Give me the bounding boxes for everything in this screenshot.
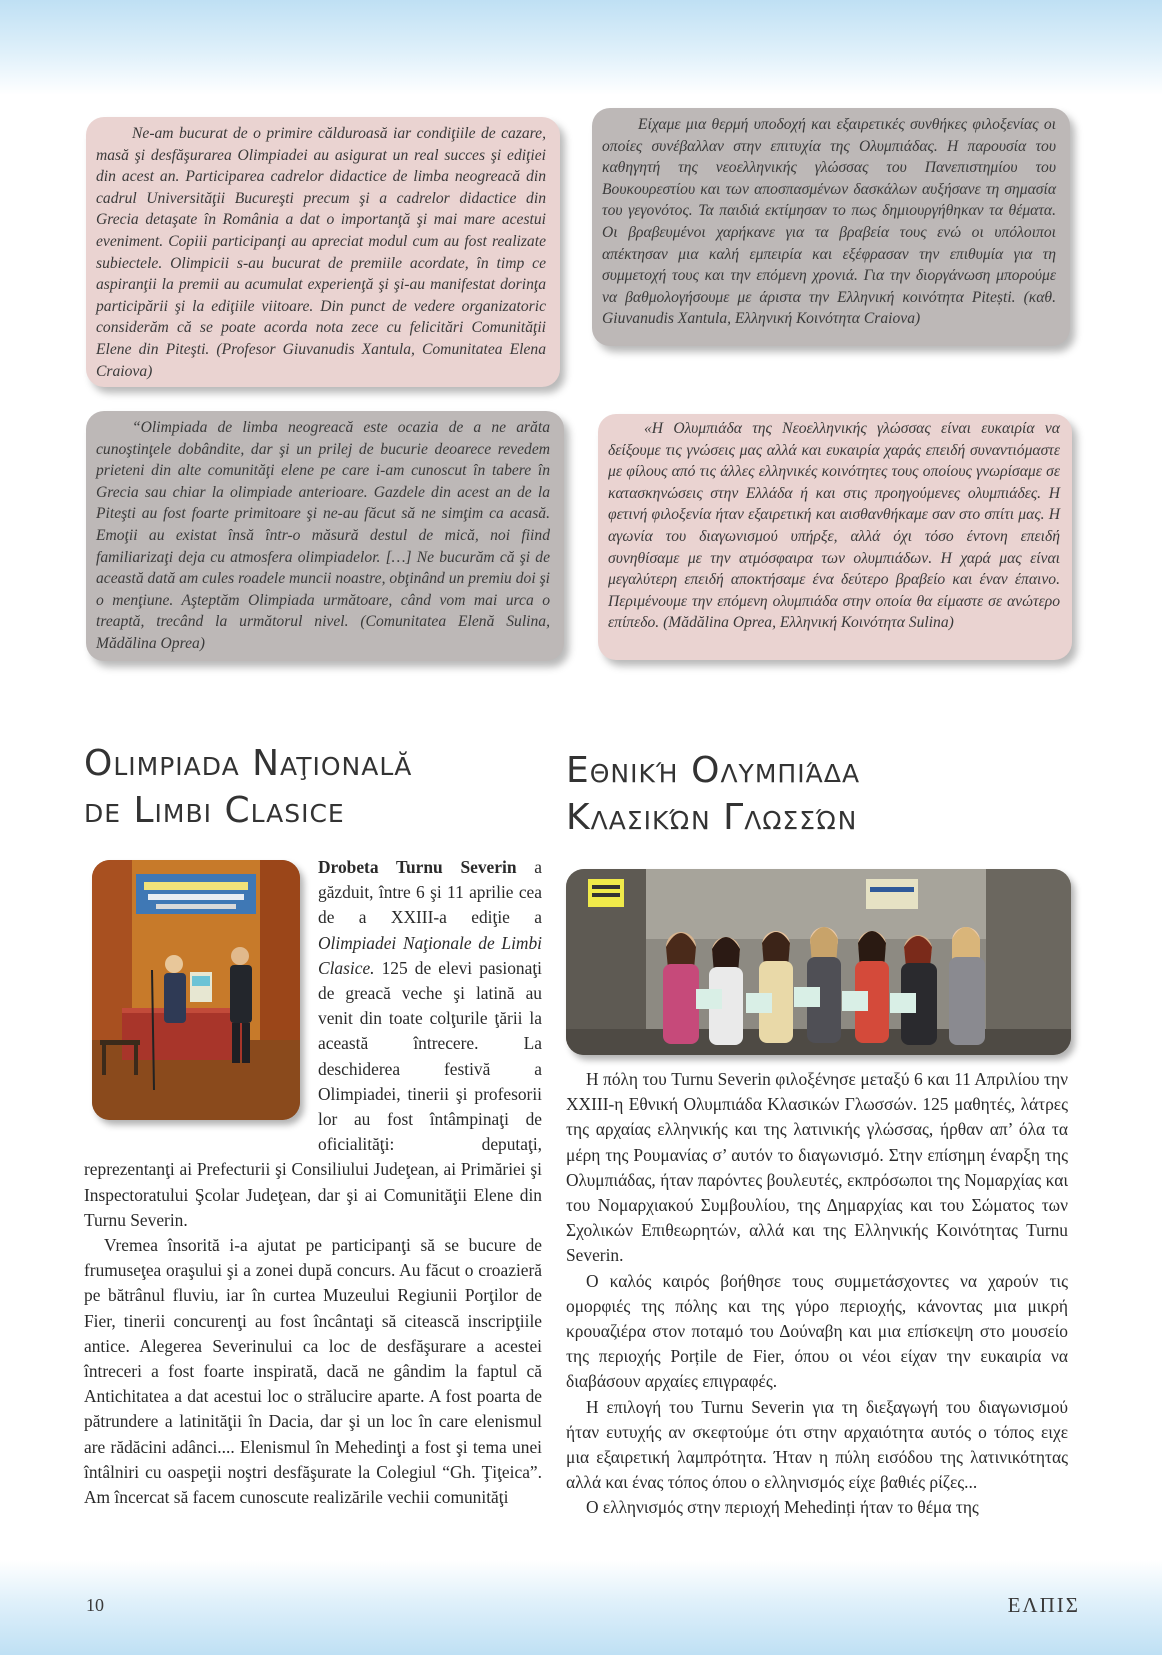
bottom-gradient-band — [0, 1560, 1162, 1655]
testimonial-box-romanian-2 — [86, 411, 564, 661]
article-body-greek — [566, 1067, 1068, 1521]
heading-line: Εθνική Ολυμπιάδα — [566, 750, 861, 791]
testimonial-box-greek-1 — [592, 108, 1070, 346]
top-gradient-band — [0, 0, 1162, 95]
photo-float-space — [84, 855, 318, 1147]
article-heading-romanian — [84, 740, 544, 834]
lead-place-name: Drobeta Turnu Severin — [318, 857, 517, 877]
heading-line: Olimpiada Naţională — [84, 743, 413, 784]
article-heading-greek — [566, 747, 1066, 841]
olympiad-name: Olimpiadei Naţionale de Limbi Clasice. — [318, 932, 542, 978]
testimonial-text: Ne-am bucurat de o primire călduroasă iar condiţiile de cazare, masă şi desfăşurarea Olimpiadei au asigurat un real succes şi ediţiei din acest an. Participarea cadrelor didactice de limba neogreacă din cadrul Universităţii Bucureşti precum şi a cadrelor didactice din Grecia detaşate în România a dat o importanţă şi mai mare acestui eveniment. Copiii participanţi au apreciat modul cum au fost realizate subiectele. Olimpicii s-au bucurat de premiile acordate, în timp ce aspiranţii la premii au acumulat experienţă şi şi-au manifestat dorinţa participării şi la ediţiile viitoare. Din punct de vedere organizatoric considerăm că se poate acorda nota zece cu felicitări Comunităţii Elene din Piteşti. (Profesor Giuvanudis Xantula, Comunitatea Elena Craiova) — [96, 125, 546, 380]
article-paragraph: Η επιλογή του Turnu Severin για τη διεξαγωγή του διαγωνισμού ήταν ευτυχής αν σκεφτούμε ότι στην αρχαιότητα αυτός ο τόπος ειχε μια εξαιρετική λαμπρότητα. Ήταν η πύλη εισόδου της λατινικότητας αλλά και ένας τόπος όπου ο ελληνισμός είχε βαθιές ρίζες... — [566, 1396, 1068, 1493]
article-paragraph: Η πόλη του Turnu Severin φιλοξένησε μεταξύ 6 και 11 Απριλίου την XXIII-η Εθνική Ολυμπιάδα Κλασικών Γλωσσών. 125 μαθητές, λάτρες της αρχαίας ελληνικής και της λατινικής γλώσσας, ήρθαν απ’ όλα τα μέρη της Ρουμανίας σ’ αυτόν το διαγωνισμό. Στην επίσημη έναρξη της Ολυμπιάδας, ήταν παρόντες βουλευτές, εκπρόσωποι της Νομαρχίας και του Νομαρχιακού Συμβουλίου, της Δημαρχίας και του Σώματος των Σχολικών Επιθεωρητών, αλλά και της Ελληνικής Κοινότητας Turnu Severin. — [566, 1069, 1068, 1266]
heading-line: de Limbi Clasice — [84, 790, 345, 831]
article-paragraph: Ο ελληνισμός στην περιοχή Mehedinți ήταν το θέμα της — [586, 1497, 979, 1518]
page-number: 10 — [86, 1595, 104, 1615]
heading-line: Κλασικών Γλωσσών — [566, 797, 858, 838]
article-paragraph: Vremea însorită i-a ajutat pe participanţi să se bucure de frumuseţea oraşului şi a zonei după concurs. Au făcut o croazieră pe bătrânul fluviu, iar în curtea Muzeului Regiunii Porţilor de Fier, tinerii concurenţi au fost încântaţi să citească inscripţiile antice. Alegerea Severinului ca loc de desfăşurare a acestei întreceri a fost foarte inspirată, dacă ne gândim la faptul că Antichitatea a dat acestui loc o strălucire aparte. A fost poarta de pătrundere a latinităţii în Dacia, dar şi un loc în care elenismul are rădăcini adânci.... Elenismul în Mehedinţi a fost şi tema unei întâlniri cu oaspeţii noştri desfăşurate la Colegiul “Gh. Ţiţeica”. Am încercat să facem cunoscute realizările vechii comunităţi — [84, 1235, 542, 1508]
lead-text: a găzduit, între 6 şi 11 aprilie cea de a XXIII-a ediţie a — [318, 857, 542, 928]
testimonial-box-greek-2 — [598, 414, 1072, 660]
article-body-romanian — [84, 855, 542, 1510]
testimonial-text: “Olimpiada de limba neogreacă este ocazia de a ne arăta cunoştinţele dobândite, dar şi un prilej de bucurie deoarece revedem prieteni din alte comunităţi elene pe care i-am cunoscut în tabere în Grecia sau chiar la olimpiade anterioare. Gazdele din acest an de la Piteşti au fost foarte primitoare şi ne-au făcut să ne simţim ca acasă. Emoţii au existat însă într-o măsură destul de mică, noi fiind familiarizaţi deja cu atmosfera olimpiadelor. […] Ne bucurăm că şi de această dată am cules roadele muncii noastre, obţinând un premiu doi şi o menţiune. Aşteptăm Olimpiada următoare, când vom mai urca o treaptă, trecând la următorul nivel. (Comunitatea Elenă Sulina, Mădălina Oprea) — [96, 419, 550, 652]
testimonial-text: «Η Ολυμπιάδα της Νεοελληνικής γλώσσας είναι ευκαιρία να δείξουμε τις γνώσεις μας αλλά και ευκαιρία χαράς επειδή συναντιόμαστε με φίλους από τις άλλες ελληνικές κοινότητες τους οποίους γνωρίσαμε σε κατασκηνώσεις στην Ελλάδα ή και στις προηγούμενες ολυμπιάδες. Η φετινή φιλοξενία ήταν εξαιρετική και αισθανθήκαμε σαν στο σπίτι μας. Η αγωνία του διαγωνισμού υπήρξε, αλλά όχι τόσο έντονη επειδή συνηθίσαμε με την ατμόσφαιρα των ολυμπιάδων. Η χαρά μας είναι μεγαλύτερη επειδή αποκτήσαμε ένα δεύτερο βραβείο και έναν έπαινο. Περιμένουμε την επόμενη ολυμπιάδα στην οποία θα είμαστε σε ανώτερο επίπεδο. (Mădălina Oprea, Ελληνική Κοινότητα Sulina) — [608, 420, 1060, 632]
testimonial-text: Είχαμε μια θερμή υποδοχή και εξαιρετικές συνθήκες φιλοξενίας οι οποίες συνέβαλλαν στην επιτυχία της Ολυμπιάδας. Η παρουσία του καθηγητή της νεοελληνικής γλώσσας του Πανεπιστημίου του Βουκουρεστίου και των αποσπασμένων δασκάλων αυξήσανε τη σημασία του γεγονότος. Τα παιδιά εκτίμησαν το πως δημιουργήθηκαν τα θέματα. Οι βραβευμένοι χαρήκανε για τα βραβεία τους ενώ οι υπόλοιποι απέκτησαν μια καλή εμπειρία και εξέφρασαν την επιθυμία για τη συμμετοχή τους και την επόμενη χρονιά. Για την διοργάνωση μπορούμε να βαθμολογήσουμε με άριστα την Ελληνική κοινότητα Pitești. (καθ. Giuvanudis Xantula, Ελληνική Κοινότητα Craiova) — [602, 116, 1056, 328]
testimonial-box-romanian-1 — [86, 117, 560, 387]
article-paragraph: Ο καλός καιρός βοήθησε τους συμμετάσχοντες να χαρούν τις ομορφιές της πόλης και της γύρο περιοχής, κάνοντας μια μικρή κρουαζιέρα στον ποταμό του Δούναβη και μια επίσκεψη στο μουσείο της περιοχής Porțile de Fier, όπου οι νέοι είχαν την ευκαιρία να διαβάσουν αρχαίες επιγραφές. — [566, 1270, 1068, 1392]
photo-students-group — [566, 869, 1071, 1055]
lead-text: 125 de elevi pasionaţi de greacă veche şi latină au venit din toate colţurile ţării la această întrecere. La deschiderea festivă a Olimpiadei, tinerii şi profesorii lor au fost întâmpinaţi de oficialităţi: deputaţi, reprezentanţi ai Prefecturii şi Consiliului Judeţean, ai Primăriei şi Inspectoratului Şcolar Judeţean, dar şi ai Comunităţii Elene din Turnu Severin. — [84, 957, 542, 1230]
magazine-title: ΕΛΠΙΣ — [1007, 1593, 1080, 1617]
